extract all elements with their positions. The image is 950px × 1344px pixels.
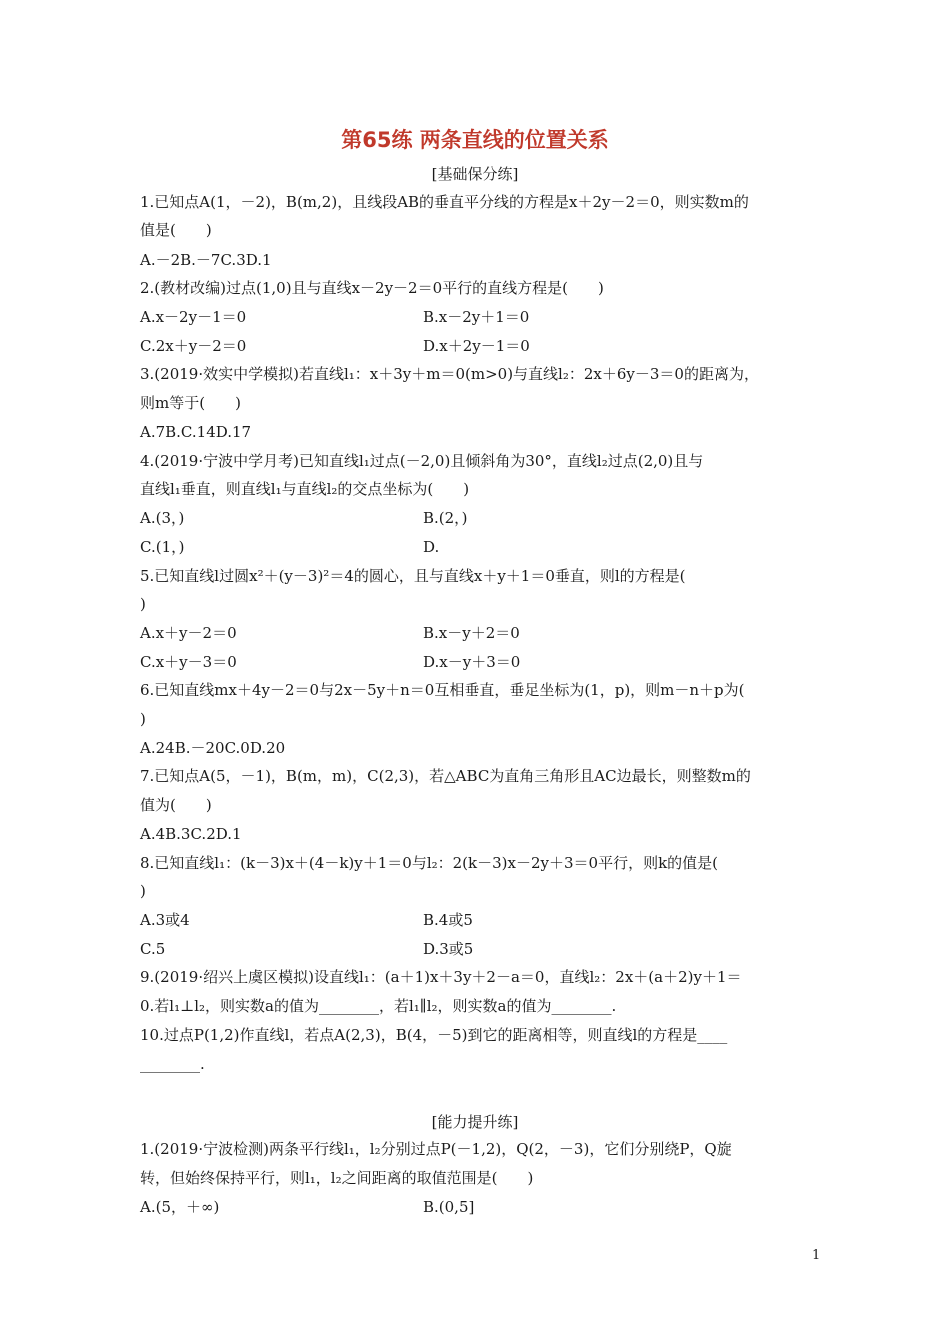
- option-c: C.2x＋y－2＝0: [140, 337, 247, 355]
- text-line: 9.(2019·绍兴上虞区模拟)设直线l₁：(a＋1)x＋3y＋2－a＝0，直线l₂：2x＋(a＋2)y＋1＝: [140, 968, 742, 986]
- option-a: A.(3，): [140, 509, 185, 527]
- text-line: 6.已知直线mx＋4y－2＝0与2x－5y＋n＝0互相垂直，垂足坐标为(1，p)，则m－n＋p为(: [140, 681, 745, 699]
- text-line: 直线l₁垂直，则直线l₁与直线l₂的交点坐标为( ): [140, 480, 470, 498]
- option-b: B.(0,5]: [423, 1198, 475, 1216]
- section-heading-advanced: [能力提升练]: [431, 1113, 519, 1131]
- text-line: ): [140, 710, 146, 728]
- text-line: 转，但始终保持平行，则l₁，l₂之间距离的取值范围是( ): [140, 1169, 534, 1187]
- text-line: 值为( ): [140, 796, 212, 814]
- option-line: A.4B.3C.2D.1: [140, 825, 242, 843]
- option-d: D.x＋2y－1＝0: [423, 337, 530, 355]
- text-line: ________.: [140, 1055, 205, 1073]
- option-line: A.24B.－20C.0D.20: [140, 739, 286, 757]
- text-line: 1.(2019·宁波检测)两条平行线l₁，l₂分别过点P(－1,2)，Q(2，－3)，它们分别绕P，Q旋: [140, 1140, 732, 1158]
- text-line: 值是( ): [140, 221, 212, 239]
- option-a: A.(5，＋∞): [140, 1198, 220, 1216]
- option-d: D.: [423, 538, 440, 556]
- option-c: C.5: [140, 940, 166, 958]
- option-b: B.4或5: [423, 911, 473, 929]
- option-b: B.x－y＋2＝0: [423, 624, 520, 642]
- text-line: ): [140, 595, 146, 613]
- option-c: C.(1，): [140, 538, 185, 556]
- option-b: B.(2，): [423, 509, 468, 527]
- option-b: B.x－2y＋1＝0: [423, 308, 530, 326]
- text-line: 4.(2019·宁波中学月考)已知直线l₁过点(－2,0)且倾斜角为30°，直线l₂过点(2,0)且与: [140, 452, 704, 470]
- text-line: 5.已知直线l过圆x²＋(y－3)²＝4的圆心，且与直线x＋y＋1＝0垂直，则l的方程是(: [140, 567, 686, 585]
- option-line: A.－2B.－7C.3D.1: [140, 251, 272, 269]
- text-line: 3.(2019·效实中学模拟)若直线l₁：x＋3y＋m＝0(m>0)与直线l₂：2x＋6y－3＝0的距离为，: [140, 365, 759, 383]
- section-heading-basic: [基础保分练]: [431, 165, 519, 183]
- page-title: 第65练 两条直线的位置关系: [341, 128, 609, 152]
- option-a: A.x－2y－1＝0: [140, 308, 247, 326]
- text-line: 0.若l₁⊥l₂，则实数a的值为________，若l₁∥l₂，则实数a的值为________.: [140, 997, 617, 1015]
- text-line: 则m等于( ): [140, 394, 241, 412]
- text-line: ): [140, 882, 146, 900]
- text-line: 2.(教材改编)过点(1,0)且与直线x－2y－2＝0平行的直线方程是( ): [140, 279, 604, 297]
- option-c: C.x＋y－3＝0: [140, 653, 237, 671]
- option-d: D.x－y＋3＝0: [423, 653, 521, 671]
- text-line: 8.已知直线l₁：(k－3)x＋(4－k)y＋1＝0与l₂：2(k－3)x－2y＋3＝0平行，则k的值是(: [140, 854, 719, 872]
- option-a: A.x＋y－2＝0: [140, 624, 237, 642]
- page-number: 1: [812, 1248, 821, 1263]
- option-a: A.3或4: [140, 911, 190, 929]
- option-line: A.7B.C.14D.17: [140, 423, 252, 441]
- text-line: 7.已知点A(5，－1)，B(m，m)，C(2,3)，若△ABC为直角三角形且AC边最长，则整数m的: [140, 767, 751, 785]
- text-line: 10.过点P(1,2)作直线l，若点A(2,3)，B(4，－5)到它的距离相等，则直线l的方程是____: [140, 1026, 728, 1044]
- text-line: 1.已知点A(1，－2)，B(m,2)，且线段AB的垂直平分线的方程是x＋2y－2＝0，则实数m的: [140, 193, 749, 211]
- option-d: D.3或5: [423, 940, 474, 958]
